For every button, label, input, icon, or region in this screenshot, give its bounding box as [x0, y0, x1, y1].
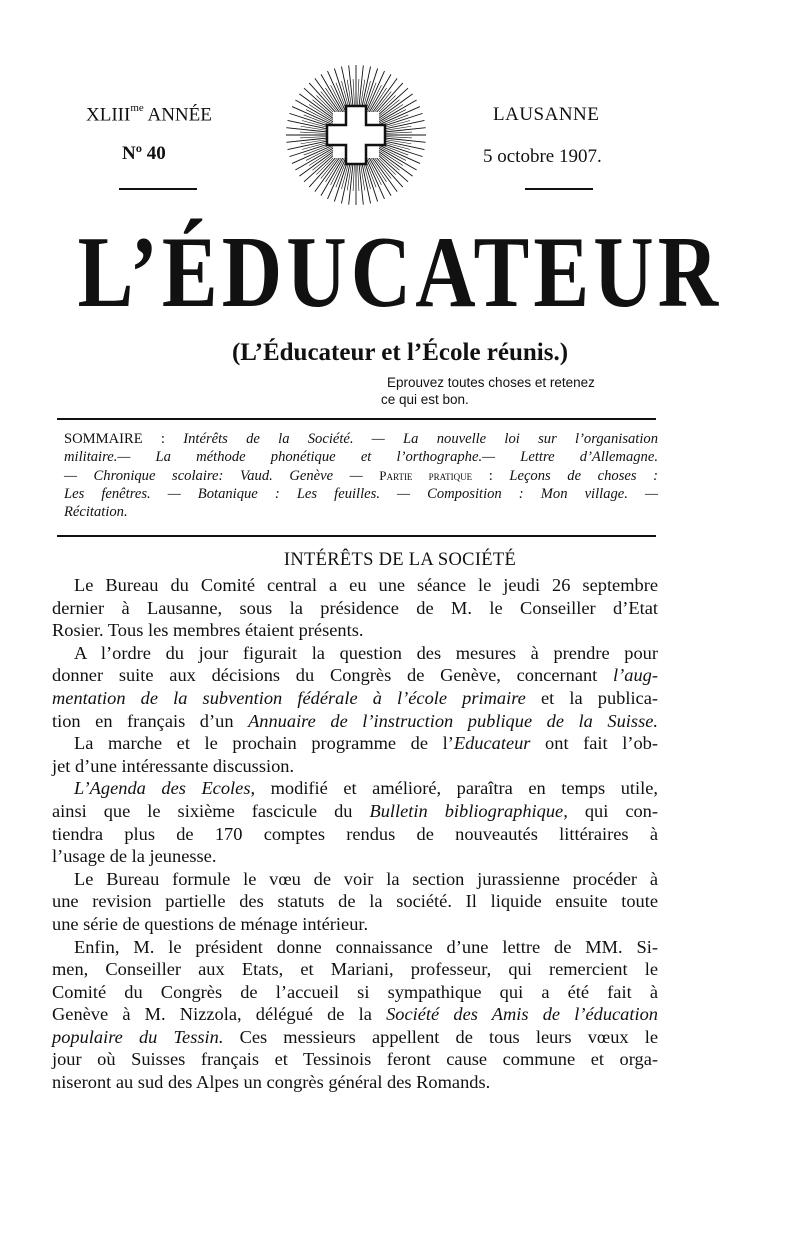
text-line: dernier à Lausanne, sous la présidence de M. le Conseiller d’Etat — [52, 597, 658, 618]
journal-subtitle: (L’Éducateur et l’École réunis.) — [231, 339, 569, 366]
text-line: Enfin, M. le président donne connaissance d’une lettre de MM. Si- — [74, 936, 658, 957]
text-line: tion en français d’un Annuaire de l’instruction publique de la Suisse. — [52, 710, 658, 731]
text-line: Le Bureau du Comité central a eu une séance le jeudi 26 septembre — [74, 575, 658, 595]
text-line: populaire du Tessin. Ces messieurs appellent de tous leurs vœux le — [52, 1026, 659, 1047]
text-line: donner suite aux décisions du Congrès de Genève, concernant l’aug- — [52, 665, 658, 686]
text-line: mentation de la subvention fédérale à l’école primaire et la publica- — [52, 687, 658, 708]
text-line: Le Bureau formule le vœu de voir la section jurassienne procéder à — [74, 868, 658, 889]
motto — [381, 374, 677, 408]
summary-line: SOMMAIRE : Intérêts de la Société. — La nouvelle loi sur l’organisation — [64, 431, 658, 447]
text-line: A l’ordre du jour figurait la question des mesures à prendre pour — [74, 642, 658, 663]
summary-line: militaire.— La méthode phonétique et l’orthographe.— Lettre d’Allemagne. — [64, 449, 658, 466]
text-line: une série de questions de ménage intérieur. — [52, 913, 369, 934]
year-suffix: me — [130, 102, 144, 114]
article-heading: INTÉRÊTS DE LA SOCIÉTÉ — [283, 550, 517, 570]
motto-line-2: ce qui est bon. — [381, 392, 469, 407]
text-line: une revision partielle des statuts de la société. Il liquide ensuite toute — [52, 891, 658, 912]
text-line: L’Agenda des Ecoles, modifié et amélioré, paraîtra en temps utile, — [74, 778, 659, 799]
issue-date: 5 octobre 1907. — [483, 146, 602, 167]
text-line: Comité du Congrès de l’accueil si sympathique qui a été fait à — [52, 981, 658, 1002]
summary-line: Récitation. — [64, 504, 128, 521]
text-line: men, Conseiller aux Etats, et Mariani, professeur, qui remercient le — [52, 959, 658, 980]
journal-title: L’ÉDUCATEUR — [77, 216, 723, 329]
text-line: La marche et le prochain programme de l’Educateur ont fait l’ob- — [74, 733, 658, 754]
text-line: jet d’une intéressante discussion. — [52, 755, 295, 776]
summary-rule-top — [57, 418, 656, 420]
summary-rule-bottom — [57, 535, 656, 537]
text-line: tiendra plus de 170 comptes rendus de nouveautés littéraires à — [52, 823, 658, 844]
summary-block — [64, 430, 658, 521]
issue-number: Nº 40 — [122, 143, 166, 164]
summary-line: — Chronique scolaire: Vaud. Genève — Partie pratique : Leçons de choses : — [64, 467, 658, 484]
swiss-cross-emblem — [283, 62, 429, 208]
city: LAUSANNE — [493, 104, 600, 125]
text-line: l’usage de la jeunesse. — [52, 846, 217, 867]
text-line: jour où Suisses français et Tessinois feront cause commune et orga- — [52, 1049, 658, 1070]
year-label: $XLIII^{me}$ ANNÉE — [86, 102, 212, 126]
summary-line: Les fenêtres. — Botanique : Les feuilles. — Composition : Mon village. — — [64, 485, 658, 502]
header-rule-right — [525, 188, 593, 190]
text-line: Genève à M. Nizzola, délégué de la Société des Amis de l’éducation — [52, 1004, 658, 1025]
text-line: niseront au sud des Alpes un congrès général des Romands. — [52, 1072, 491, 1093]
motto-line-1: Eprouvez toutes choses et retenez — [387, 375, 595, 390]
article-body — [52, 574, 658, 1094]
header-rule-left — [119, 188, 197, 190]
text-line: Rosier. Tous les membres étaient présents. — [52, 620, 364, 641]
text-line: ainsi que le sixième fascicule du Bulletin bibliographique, qui con- — [52, 800, 658, 821]
